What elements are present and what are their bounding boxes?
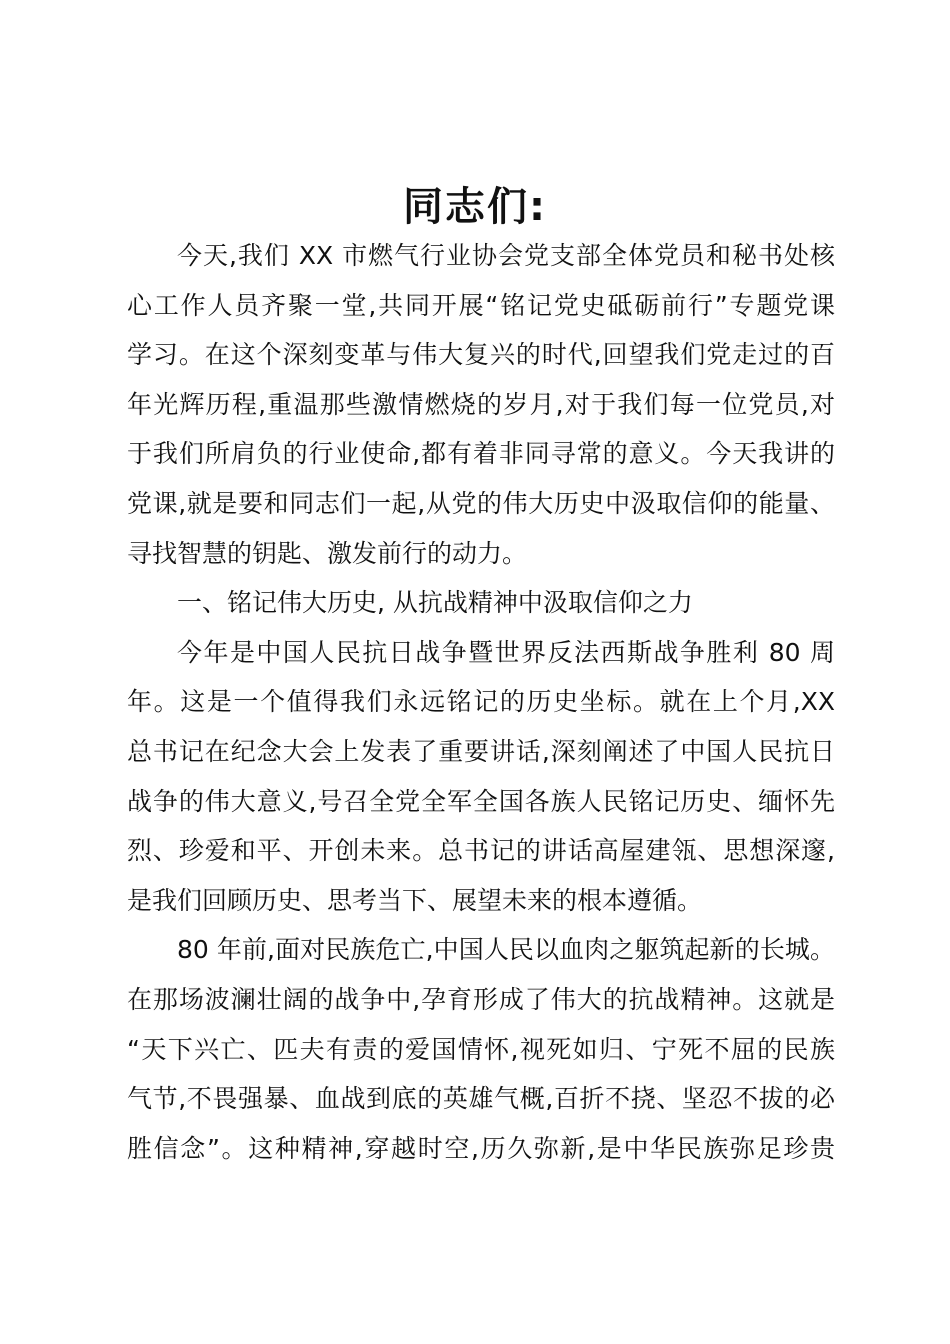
paragraph-line: 寻找智慧的钥匙、激发前行的动力。 — [127, 538, 528, 568]
paragraph-line: 年光辉历程,重温那些激情燃烧的岁月,对于我们每一位党员,对 — [127, 389, 835, 419]
paragraph-line: 气节,不畏强暴、血战到底的英雄气概,百折不挠、坚忍不拔的必 — [127, 1084, 835, 1114]
document-body — [127, 231, 835, 1173]
paragraph-line: 烈、珍爱和平、开创未来。总书记的讲话高屋建瓴、思想深邃, — [127, 836, 835, 866]
paragraph-line: “天下兴亡、匹夫有责的爱国情怀,视死如归、宁死不屈的民族 — [127, 1034, 835, 1064]
paragraph-line: 党课,就是要和同志们一起,从党的伟大历史中汲取信仰的能量、 — [127, 488, 835, 518]
paragraph-line: 心工作人员齐聚一堂,共同开展“铭记党史砥砺前行”专题党课 — [127, 290, 835, 320]
paragraph-line: 今天,我们 XX 市燃气行业协会党支部全体党员和秘书处核 — [177, 241, 835, 270]
paragraph-line: 于我们所肩负的行业使命,都有着非同寻常的意义。今天我讲的 — [127, 439, 835, 469]
page-title: 同志们: — [403, 184, 547, 230]
paragraph-line: 年。这是一个值得我们永远铭记的历史坐标。就在上个月,XX — [127, 687, 835, 717]
paragraph-line: 今年是中国人民抗日战争暨世界反法西斯战争胜利 80 周 — [177, 637, 835, 667]
paragraph-line: 学习。在这个深刻变革与伟大复兴的时代,回望我们党走过的百 — [127, 340, 835, 370]
paragraph-line: 总书记在纪念大会上发表了重要讲话,深刻阐述了中国人民抗日 — [127, 736, 835, 766]
paragraph-line: 战争的伟大意义,号召全党全军全国各族人民铭记历史、缅怀先 — [127, 786, 835, 816]
section-heading: 一、铭记伟大历史, 从抗战精神中汲取信仰之力 — [177, 588, 693, 618]
paragraph-line: 是我们回顾历史、思考当下、展望未来的根本遵循。 — [127, 885, 703, 915]
paragraph-line: 80 年前,面对民族危亡,中国人民以血肉之躯筑起新的长城。 — [177, 935, 835, 965]
paragraph-line: 在那场波澜壮阔的战争中,孕育形成了伟大的抗战精神。这就是 — [127, 984, 835, 1014]
paragraph-line: 胜信念”。这种精神,穿越时空,历久弥新,是中华民族弥足珍贵 — [127, 1133, 835, 1163]
